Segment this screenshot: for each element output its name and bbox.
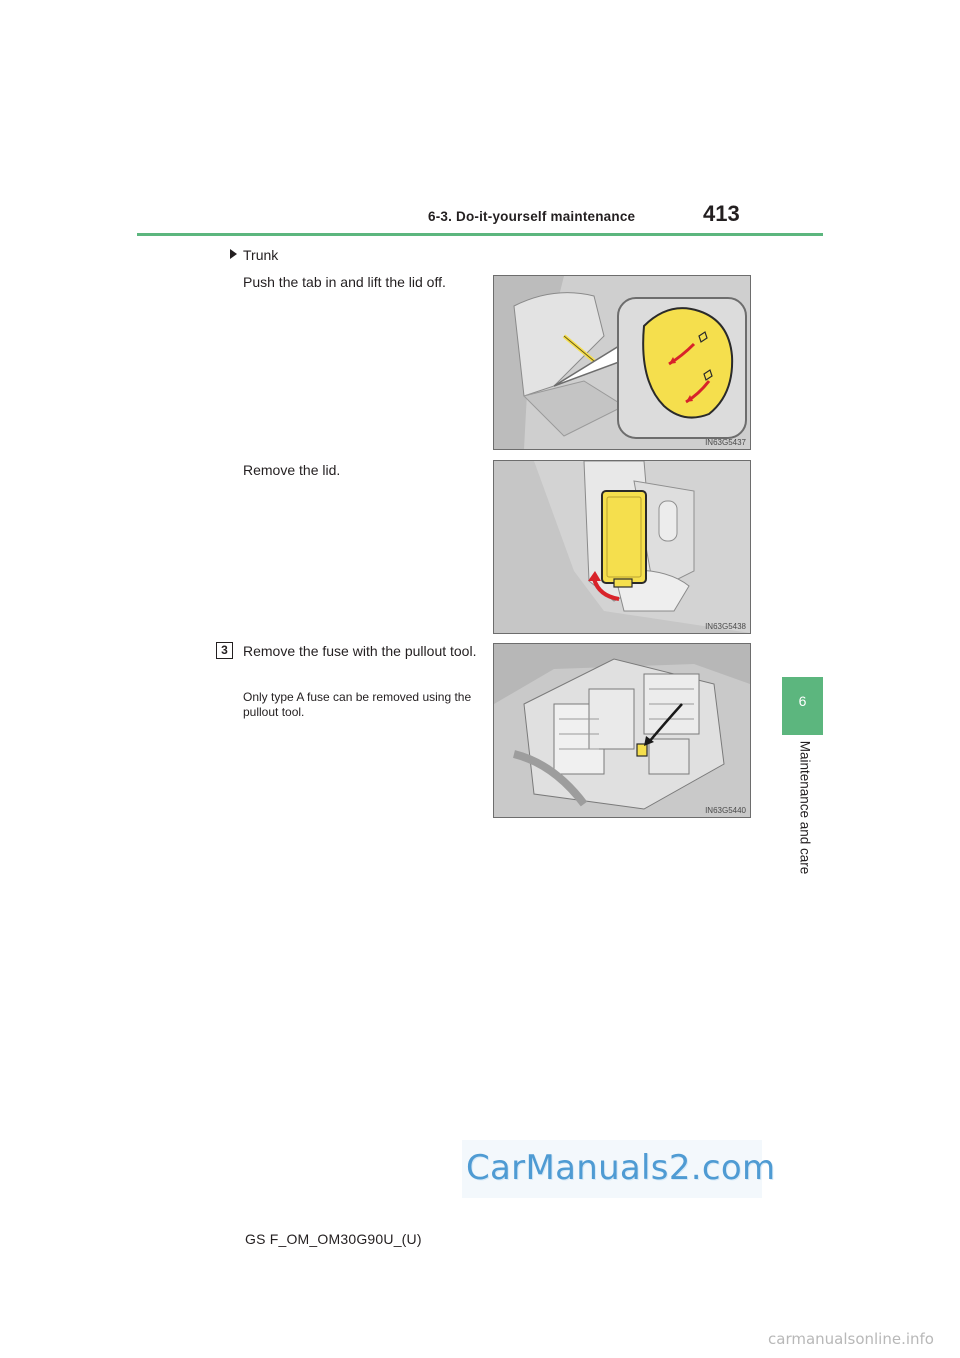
header-rule bbox=[137, 233, 823, 236]
bullet-label: Trunk bbox=[243, 247, 279, 263]
chapter-label: Maintenance and care bbox=[797, 740, 813, 875]
section-title: 6-3. Do-it-yourself maintenance bbox=[428, 209, 636, 224]
remove-lid-illustration bbox=[494, 461, 750, 633]
instruction-push-tab: Push the tab in and lift the lid off. bbox=[243, 274, 446, 290]
page-number: 413 bbox=[703, 201, 740, 226]
instruction-step-3: Remove the fuse with the pullout tool. bbox=[243, 643, 477, 659]
fuse-box-illustration bbox=[494, 644, 750, 817]
figure-pullout-tool bbox=[493, 643, 751, 818]
step-number-badge: 3 bbox=[216, 642, 233, 659]
watermark-logo: CarManuals2.com bbox=[466, 1148, 776, 1188]
watermark-url: carmanualsonline.info bbox=[768, 1330, 934, 1348]
figure-code: IN63G5437 bbox=[705, 438, 746, 447]
triangle-bullet-icon bbox=[230, 249, 237, 259]
note-text: Only type A fuse can be removed using the pullout tool. bbox=[243, 690, 472, 719]
instruction-remove-lid: Remove the lid. bbox=[243, 462, 341, 478]
figure-trunk-tab bbox=[493, 275, 751, 450]
document-code: GS F_OM_OM30G90U_(U) bbox=[245, 1231, 422, 1247]
figure-code: IN63G5440 bbox=[705, 806, 746, 815]
bullet-item bbox=[230, 244, 278, 266]
chapter-number: 6 bbox=[798, 693, 807, 709]
trunk-tab-illustration bbox=[494, 276, 750, 449]
figure-remove-lid bbox=[493, 460, 751, 634]
figure-code: IN63G5438 bbox=[705, 622, 746, 631]
